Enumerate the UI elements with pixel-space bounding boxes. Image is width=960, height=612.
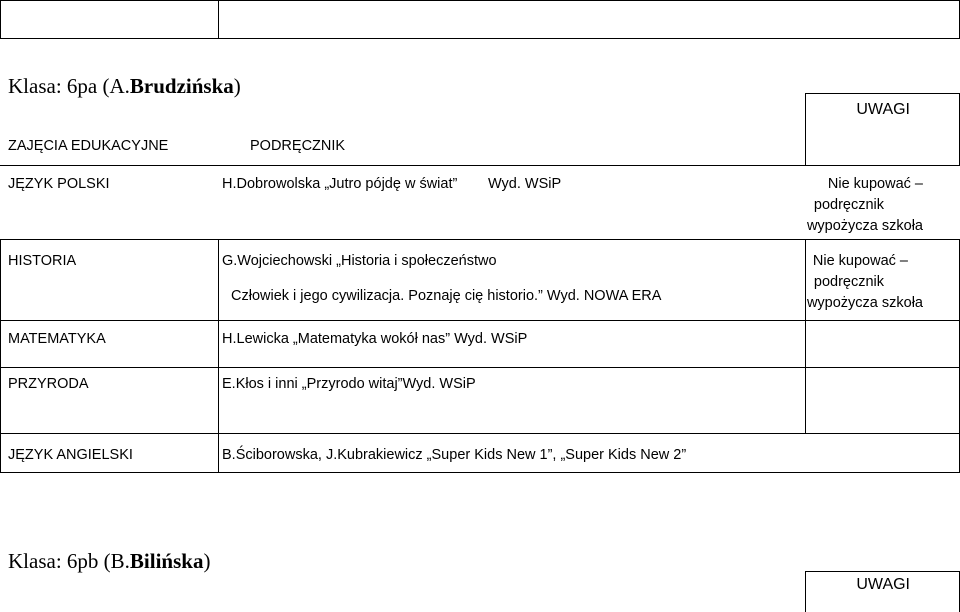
subject-polish: JĘZYK POLSKI xyxy=(8,176,110,192)
grid-line xyxy=(805,571,960,572)
grid-line xyxy=(0,472,960,473)
book-nature: E.Kłos i inni „Przyrodo witaj”Wyd. WSiP xyxy=(222,376,476,392)
grid-line xyxy=(218,239,219,472)
book-history: G.Wojciechowski „Historia i społeczeństwo xyxy=(222,253,497,269)
book-history-2: Człowiek i jego cywilizacja. Poznaję cię historio.” Wyd. NOWA ERA xyxy=(231,288,662,304)
grid-line xyxy=(0,433,960,434)
note-polish-3: wypożycza szkoła xyxy=(806,218,923,234)
class-b-suffix: ) xyxy=(203,549,211,573)
subject-history: HISTORIA xyxy=(8,253,77,269)
note-polish-1: Nie kupować – xyxy=(827,176,923,192)
class-a-prefix: Klasa: 6pa (A. xyxy=(8,74,130,98)
grid-line xyxy=(805,93,960,94)
book-english: B.Ściborowska, J.Kubrakiewicz „Super Kids New 1”, „Super Kids New 2” xyxy=(222,447,687,463)
note-polish-2: podręcznik xyxy=(813,197,884,213)
grid-line xyxy=(218,0,219,38)
note-history-2: podręcznik xyxy=(813,274,884,290)
publisher-polish: Wyd. WSiP xyxy=(488,176,562,192)
subject-nature: PRZYRODA xyxy=(8,376,89,392)
header-book: PODRĘCZNIK xyxy=(250,138,346,154)
grid-line xyxy=(0,38,960,39)
note-history-3: wypożycza szkoła xyxy=(806,295,923,311)
grid-line xyxy=(0,0,1,38)
grid-line xyxy=(0,239,1,472)
grid-line xyxy=(0,320,960,321)
uwagi-header: UWAGI xyxy=(856,101,910,118)
note-history-1: Nie kupować – xyxy=(812,253,908,269)
header-subject: ZAJĘCIA EDUKACYJNE xyxy=(8,138,169,154)
class-a-teacher: Brudzińska xyxy=(129,74,234,98)
class-a-heading xyxy=(8,74,241,98)
class-b-heading xyxy=(8,549,210,573)
grid-line xyxy=(0,165,960,166)
subject-math: MATEMATYKA xyxy=(8,331,106,347)
class-b-teacher: Bilińska xyxy=(129,549,204,573)
book-polish: H.Dobrowolska „Jutro pójdę w świat” xyxy=(222,176,458,192)
book-math: H.Lewicka „Matematyka wokół nas” Wyd. WSiP xyxy=(222,331,528,347)
grid-line xyxy=(0,367,960,368)
class-a-suffix: ) xyxy=(233,74,241,98)
grid-line xyxy=(0,239,960,240)
subject-english: JĘZYK ANGIELSKI xyxy=(8,447,133,463)
grid-line xyxy=(0,0,960,1)
uwagi-header-b: UWAGI xyxy=(856,576,910,593)
class-b-prefix: Klasa: 6pb (B. xyxy=(8,549,130,573)
